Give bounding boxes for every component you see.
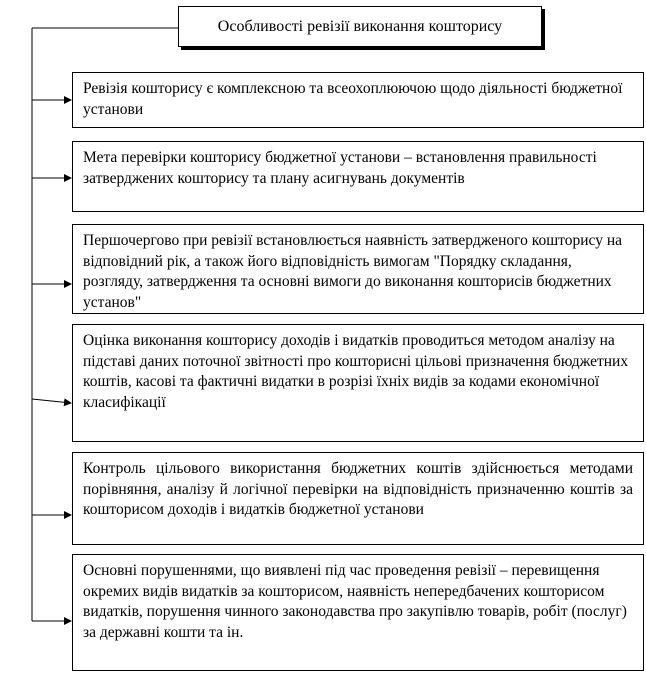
feature-box-5: Контроль цільового використання бюджетних коштів здійснюється методами порівняння, аналізу й логічної перевірки на відповідність призначенню коштів за кошторисом доходів і видатків бюджетної установи <box>72 452 644 545</box>
feature-box-1: Ревізія кошторису є комплексною та всеохоплюючою щодо діяльності бюджетної установи <box>72 72 644 128</box>
feature-box-3: Першочергово при ревізії встановлюється наявність затвердженого кошторису на відповідний рік, а також його відповідність вимогам "Порядку складання, розгляду, затвердження та основні вимоги до виконання кошторисів бюджетних установ" <box>72 224 644 314</box>
feature-box-2: Мета перевірки кошторису бюджетної установи – встановлення правильності затверджених кошторису та плану асигнувань документів <box>72 141 644 212</box>
arrow-4 <box>32 399 71 403</box>
diagram-title: Особливості ревізії виконання кошторису <box>178 6 542 47</box>
feature-box-6: Основні порушеннями, що виявлені під час проведення ревізії – перевищення окремих видів видатків за кошторисом, наявність непередбачених кошторисом видатків, порушення чинного законодавства про закупівлю товарів, робіт (послуг) за державні кошти та ін. <box>72 554 644 671</box>
feature-box-4: Оцінка виконання кошторису доходів і видатків проводиться методом аналізу на підставі даних поточної звітності про кошторисні цільові призначення бюджетних коштів, касові та фактичні видатки в розрізі їхніх видів за кодами економічної класифікації <box>72 324 644 442</box>
